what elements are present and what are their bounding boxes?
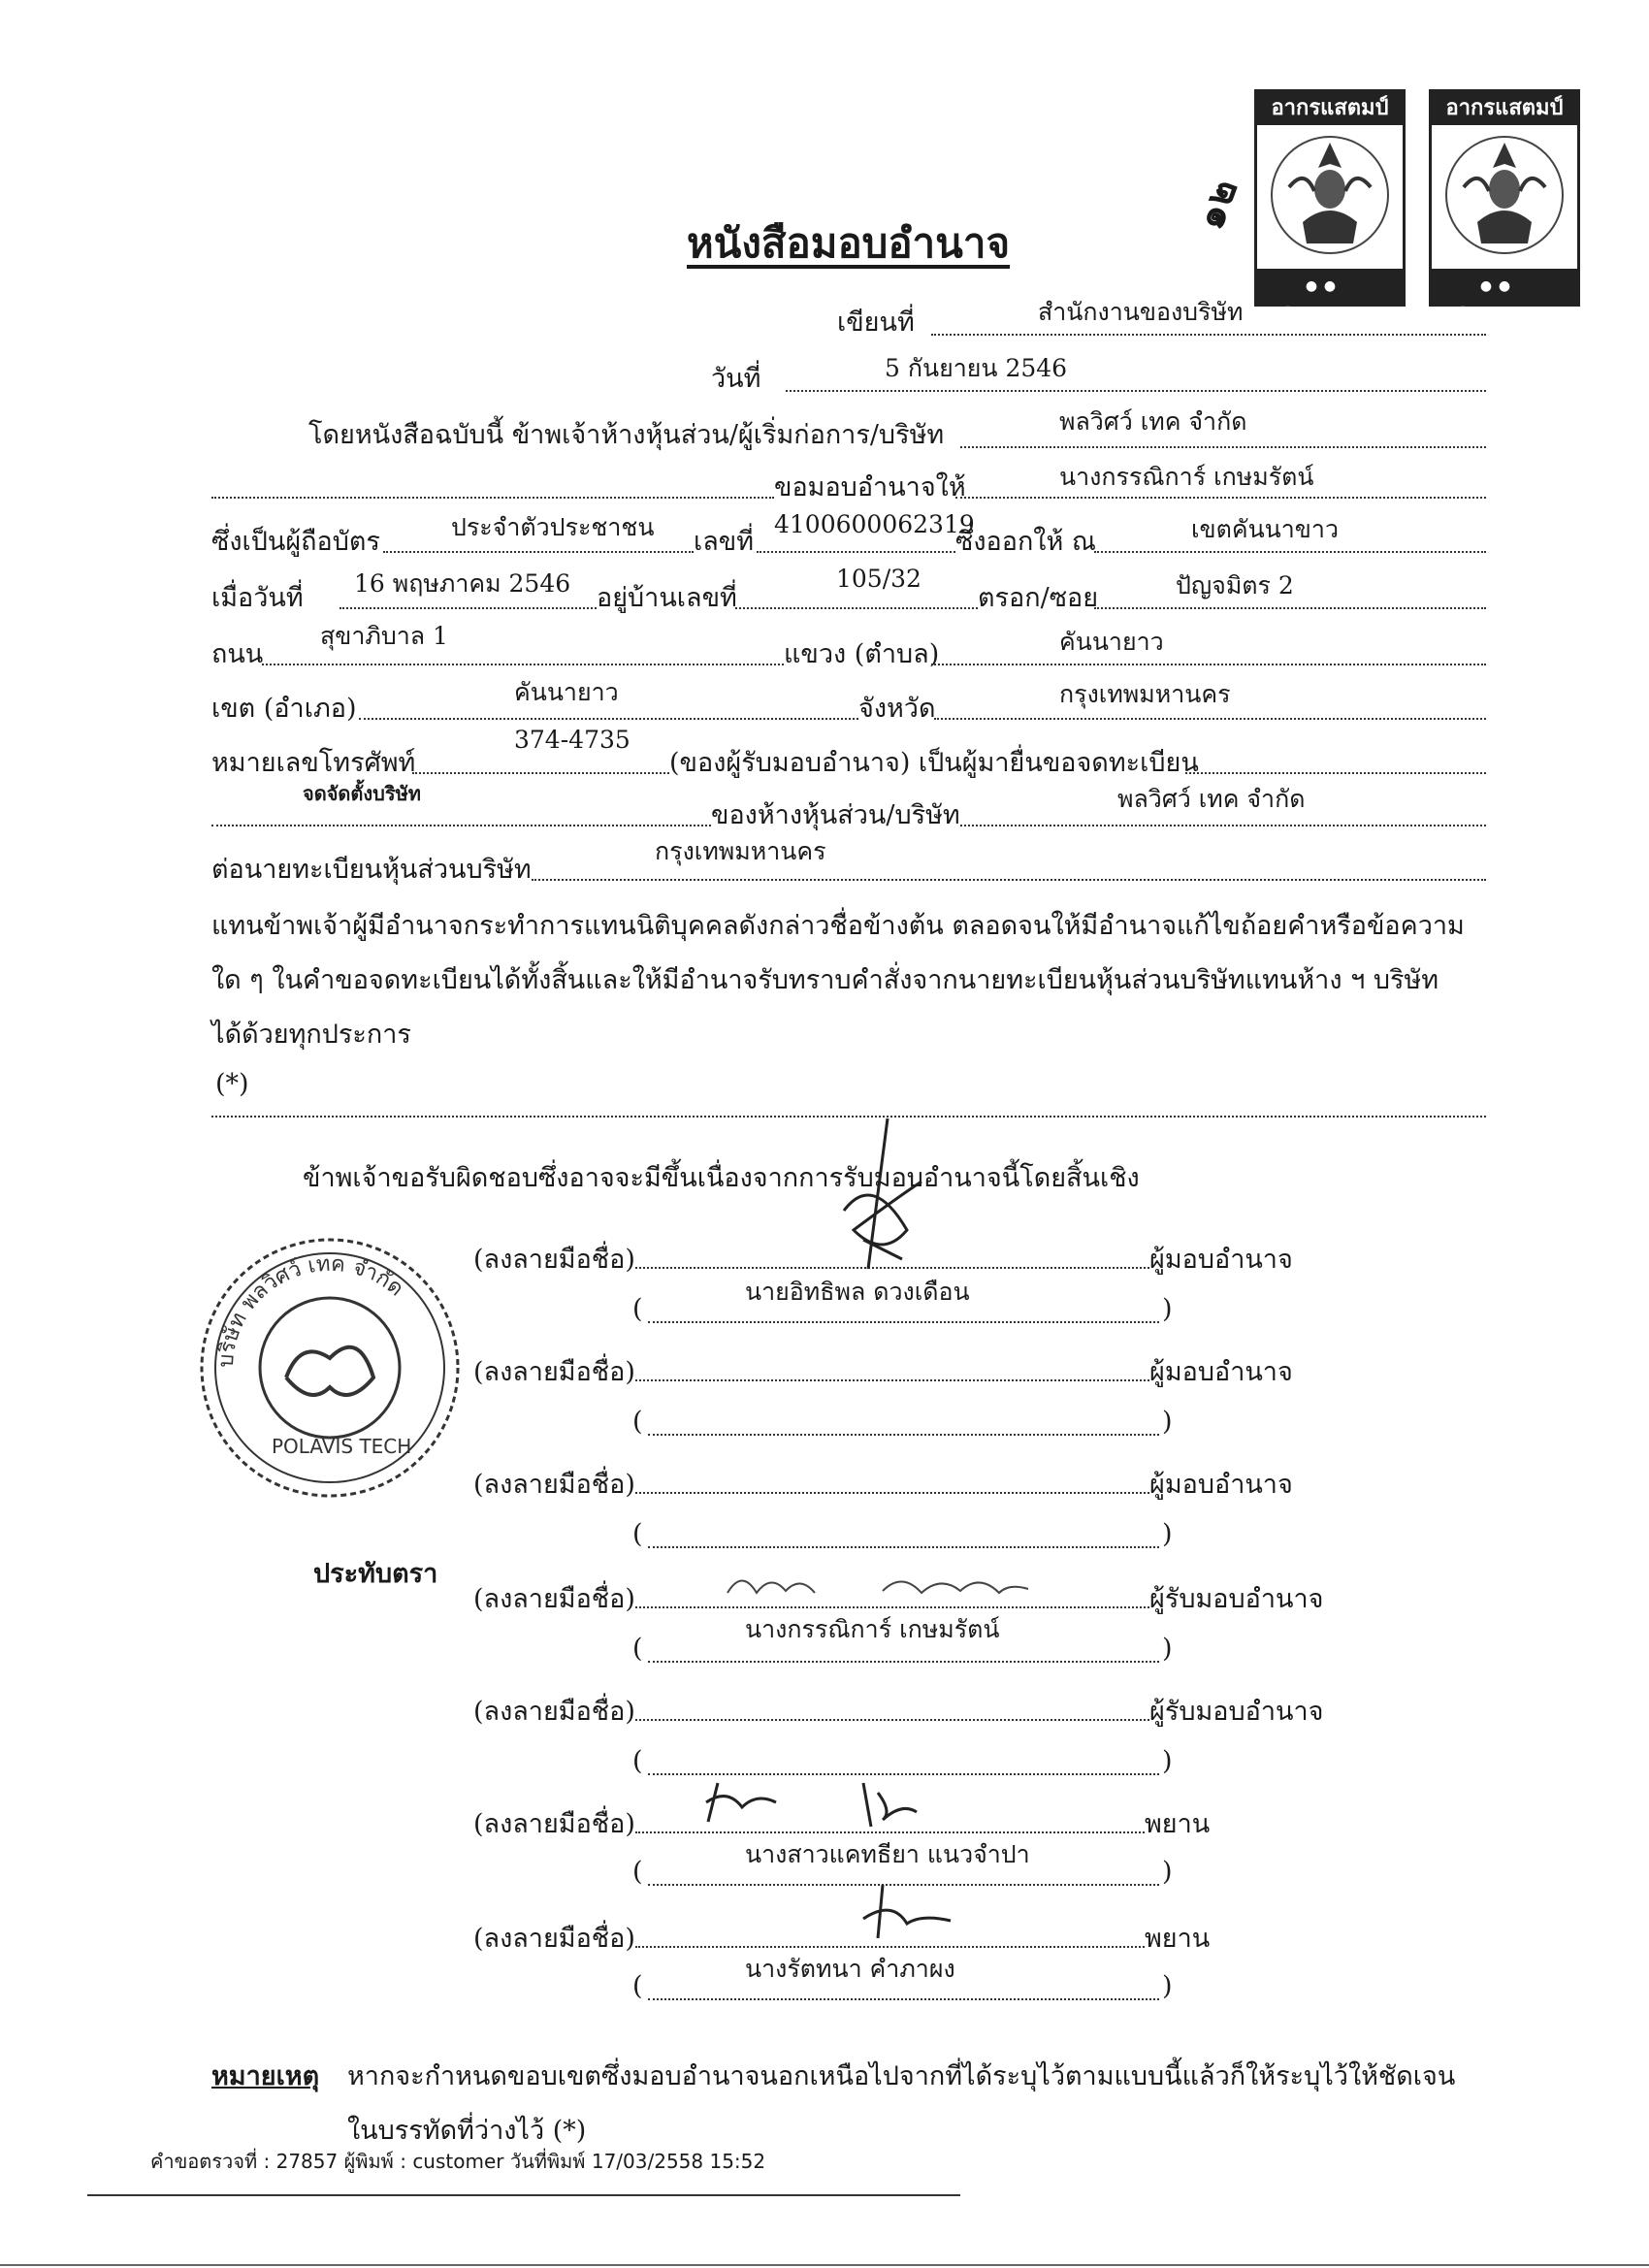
district-value: คันนายาว (514, 678, 619, 706)
company-seal-icon (194, 1232, 466, 1504)
note-line-2: ในบรรทัดที่ว่างไว้ (*) (347, 2116, 587, 2146)
body-line-2: ใด ๆ ในคำขอจดทะเบียนได้ทั้งสิ้นและให้มีอำนาจรับทราบคำสั่งจากนายทะเบียนหุ้นส่วนบริษัทแทนห้าง ฯ บริษัท (211, 965, 1439, 995)
close-paren: ) (1162, 1857, 1173, 1887)
close-paren: ) (1162, 1746, 1173, 1776)
province-label: จังหวัด (858, 694, 936, 724)
body-line-3: ได้ด้วยทุกประการ (211, 1020, 411, 1050)
registrar-label: ต่อนายทะเบียนหุ้นส่วนบริษัท (211, 855, 532, 885)
witness-2-signature-icon (854, 1880, 960, 1948)
note-line-1: หากจะกำหนดขอบเขตซึ่งมอบอำนาจนอกเหนือไปจากที่ได้ระบุไว้ตามแบบนี้แล้วก็ให้ระบุไว้ให้ชัดเจน (347, 2061, 1456, 2091)
grantee-value: นางกรรณิการ์ เกษมรัตน์ (1059, 463, 1314, 491)
close-paren: ) (1162, 1634, 1173, 1664)
written-at-label: เขียนที่ (837, 308, 915, 338)
note-label: หมายเหตุ (211, 2061, 320, 2091)
seal-ring-text-en: POLAVIS TECH (272, 1435, 412, 1458)
open-paren: ( (632, 1634, 643, 1664)
signatory-name: นางสาวแคทธียา แนวจำปา (745, 1840, 1030, 1868)
road-label: ถนน (211, 639, 264, 669)
signatory-name: นางรัตทนา คำภาผง (745, 1955, 955, 1983)
written-at-value: สำนักงานของบริษัท (1038, 298, 1244, 326)
signature-role: พยาน (1145, 1924, 1211, 1954)
close-paren: ) (1162, 1407, 1173, 1437)
grantee-signature-icon (718, 1564, 1048, 1612)
subdistrict-value: คันนายาว (1059, 628, 1164, 656)
stamp-unit: บาท (1515, 307, 1555, 331)
open-paren: ( (632, 1294, 643, 1324)
seal-ring-text: บริษัท พลวิศว์ เทค จำกัด (213, 1251, 408, 1369)
signature-role: ผู้มอบอำนาจ (1149, 1470, 1293, 1500)
grantee-label: ขอมอบอำนาจให้ (774, 472, 966, 502)
asterisk-mark: (*) (215, 1069, 249, 1099)
issue-date-label: เมื่อวันที่ (211, 583, 304, 613)
phone-value: 374-4735 (514, 726, 630, 754)
revenue-stamp-1: อากรแสตมป์ ๕● ● ● บาท (1254, 89, 1406, 307)
signature-role: พยาน (1145, 1809, 1211, 1839)
responsibility-text: ข้าพเจ้าขอรับผิดชอบซึ่งอาจจะมีขึ้นเนื่องจากการรับมอบอำนาจนี้โดยสิ้นเชิง (303, 1163, 1140, 1193)
sign-label: (ลงลายมือชื่อ) (473, 1357, 635, 1387)
id-card-type: ประจำตัวประชาชน (451, 513, 655, 541)
stamp-value: ๕ (1442, 299, 1466, 333)
signatory-name: นายอิทธิพล ดวงเดือน (745, 1278, 970, 1306)
sign-label: (ลงลายมือชื่อ) (473, 1470, 635, 1500)
date-label: วันที่ (711, 364, 761, 394)
date-value: 5 กันยายน 2546 (885, 354, 1068, 382)
witness-1-signature-icon (698, 1773, 951, 1831)
registration-type: จดจัดตั้งบริษัท (303, 782, 421, 805)
open-paren: ( (632, 1407, 643, 1437)
page-title: หนังสือมอบอำนาจ (687, 219, 1011, 267)
print-footer: คำขอตรวจที่ : 27857 ผู้พิมพ์ : customer วันที่พิมพ์ 17/03/2558 15:52 (150, 2150, 766, 2173)
signature-role: ผู้รับมอบอำนาจ (1149, 1584, 1324, 1614)
deity-emblem-icon (1435, 129, 1574, 265)
issued-at-label: ซึ่งออกให้ ณ (955, 527, 1096, 557)
sign-label: (ลงลายมือชื่อ) (473, 1924, 635, 1954)
phone-suffix: (ของผู้รับมอบอำนาจ) เป็นผู้มายื่นขอจดทะเบียน (669, 748, 1199, 778)
open-paren: ( (632, 1519, 643, 1549)
grantor-value: พลวิศว์ เทค จำกัด (1059, 407, 1247, 436)
sign-label: (ลงลายมือชื่อ) (473, 1809, 635, 1839)
grantor-label: โดยหนังสือฉบับนี้ ข้าพเจ้าห้างหุ้นส่วน/ผู้เริ่มก่อการ/บริษัท (308, 420, 945, 450)
id-number-label: เลขที่ (694, 527, 755, 557)
stamp-header: อากรแสตมป์ (1432, 92, 1577, 125)
signature-role: ผู้รับมอบอำนาจ (1149, 1697, 1324, 1727)
close-paren: ) (1162, 1971, 1173, 2001)
issue-date-value: 16 พฤษภาคม 2546 (354, 569, 571, 598)
alley-label: ตรอก/ซอย (978, 583, 1099, 613)
deity-emblem-icon (1260, 129, 1400, 265)
grantor-signature-icon (815, 1114, 941, 1279)
sign-label: (ลงลายมือชื่อ) (473, 1584, 635, 1614)
id-number-value: 4100600062319 (774, 510, 975, 538)
revenue-stamp-2: อากรแสตมป์ ๕● ● ● บาท (1429, 89, 1580, 307)
signatory-name: นางกรรณิการ์ เกษมรัตน์ (745, 1615, 1000, 1643)
sign-label: (ลงลายมือชื่อ) (473, 1245, 635, 1275)
sign-label: (ลงลายมือชื่อ) (473, 1697, 635, 1727)
registrar-value: กรุงเทพมหานคร (655, 837, 826, 865)
province-value: กรุงเทพมหานคร (1059, 680, 1231, 708)
house-no-label: อยู่บ้านเลขที่ (597, 583, 737, 613)
open-paren: ( (632, 1746, 643, 1776)
phone-label: หมายเลขโทรศัพท์ (211, 748, 416, 778)
body-line-1: แทนข้าพเจ้าผู้มีอำนาจกระทำการแทนนิติบุคคลดังกล่าวชื่อข้างต้น ตลอดจนให้มีอำนาจแก้ไขถ้อยคำหรือข้อความ (211, 911, 1465, 941)
signature-role: ผู้มอบอำนาจ (1149, 1245, 1293, 1275)
registration-label: ของห้างหุ้นส่วน/บริษัท (711, 800, 960, 830)
stamp-header: อากรแสตมป์ (1257, 92, 1403, 125)
open-paren: ( (632, 1857, 643, 1887)
side-mark: ๑๒ (1186, 172, 1247, 236)
open-paren: ( (632, 1971, 643, 2001)
close-paren: ) (1162, 1294, 1173, 1324)
id-card-label: ซึ่งเป็นผู้ถือบัตร (211, 527, 380, 557)
stamp-unit: บาท (1341, 307, 1380, 331)
stamp-value: ๕ (1268, 299, 1291, 333)
subdistrict-label: แขวง (ตำบล) (784, 639, 940, 669)
issued-at-value: เขตคันนาขาว (1191, 515, 1339, 543)
road-value: สุขาภิบาล 1 (320, 622, 448, 650)
district-label: เขต (อำเภอ) (211, 694, 357, 724)
house-no-value: 105/32 (836, 565, 922, 593)
alley-value: ปัญจมิตร 2 (1176, 571, 1294, 599)
registration-company: พลวิศว์ เทค จำกัด (1117, 785, 1306, 813)
signature-role: ผู้มอบอำนาจ (1149, 1357, 1293, 1387)
seal-label: ประทับตรา (313, 1559, 438, 1589)
close-paren: ) (1162, 1519, 1173, 1549)
